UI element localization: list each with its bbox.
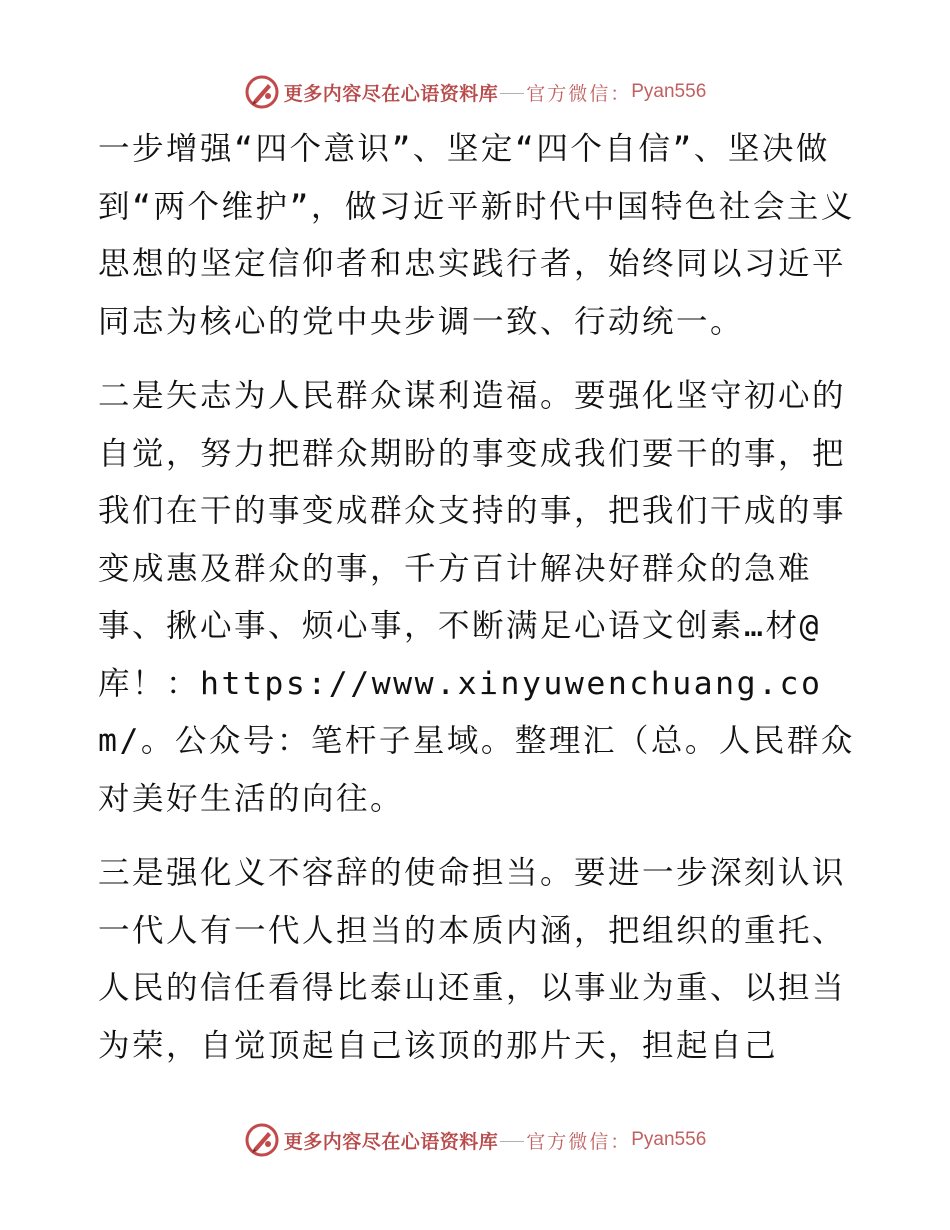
paragraph-3: 三是强化义不容辞的使命担当。要进一步深刻认识一代人有一代人担当的本质内涵，把组织的重托、人民的信任看得比泰山还重，以事业为重、以担当为荣，自觉顶起自己该顶的那片天，担起自己 bbox=[98, 855, 847, 1064]
footer-watermark bbox=[0, 1118, 950, 1162]
footer-separator bbox=[500, 1141, 524, 1142]
header-wechat-label: 官方微信： bbox=[526, 82, 632, 105]
footer-wechat-id: Pyan556 bbox=[631, 1129, 707, 1150]
footer-brand-text: 更多内容尽在心语资料库 bbox=[283, 1130, 499, 1153]
header-wechat-id: Pyan556 bbox=[631, 81, 707, 102]
header-watermark bbox=[0, 70, 950, 114]
paragraph-1: 一步增强“四个意识”、坚定“四个自信”、坚决做到“两个维护”，做习近平新时代中国特色社会主义思想的坚定信仰者和忠实践行者，始终同以习近平同志为核心的党中央步调一致、行动统一。 bbox=[98, 131, 855, 340]
pen-logo-icon bbox=[244, 74, 280, 110]
header-separator bbox=[500, 93, 524, 94]
document-body bbox=[98, 121, 858, 1075]
paragraph-2: 二是矢志为人民群众谋利造福。要强化坚守初心的自觉，努力把群众期盼的事变成我们要干的事，把我们在干的事变成群众支持的事，把我们干成的事变成惠及群众的事，千方百计解决好群众的急难事、揪心事、烦心事，不断满足心语文创素…材@库！：https://www.xinyuwenchuang.com/。公众号：笔杆子星域。整理汇（总。人民群众对美好生活的向往。 bbox=[98, 378, 855, 817]
header-brand-text: 更多内容尽在心语资料库 bbox=[283, 82, 499, 105]
footer-wechat-label: 官方微信： bbox=[526, 1130, 632, 1153]
pen-logo-icon bbox=[244, 1122, 280, 1158]
